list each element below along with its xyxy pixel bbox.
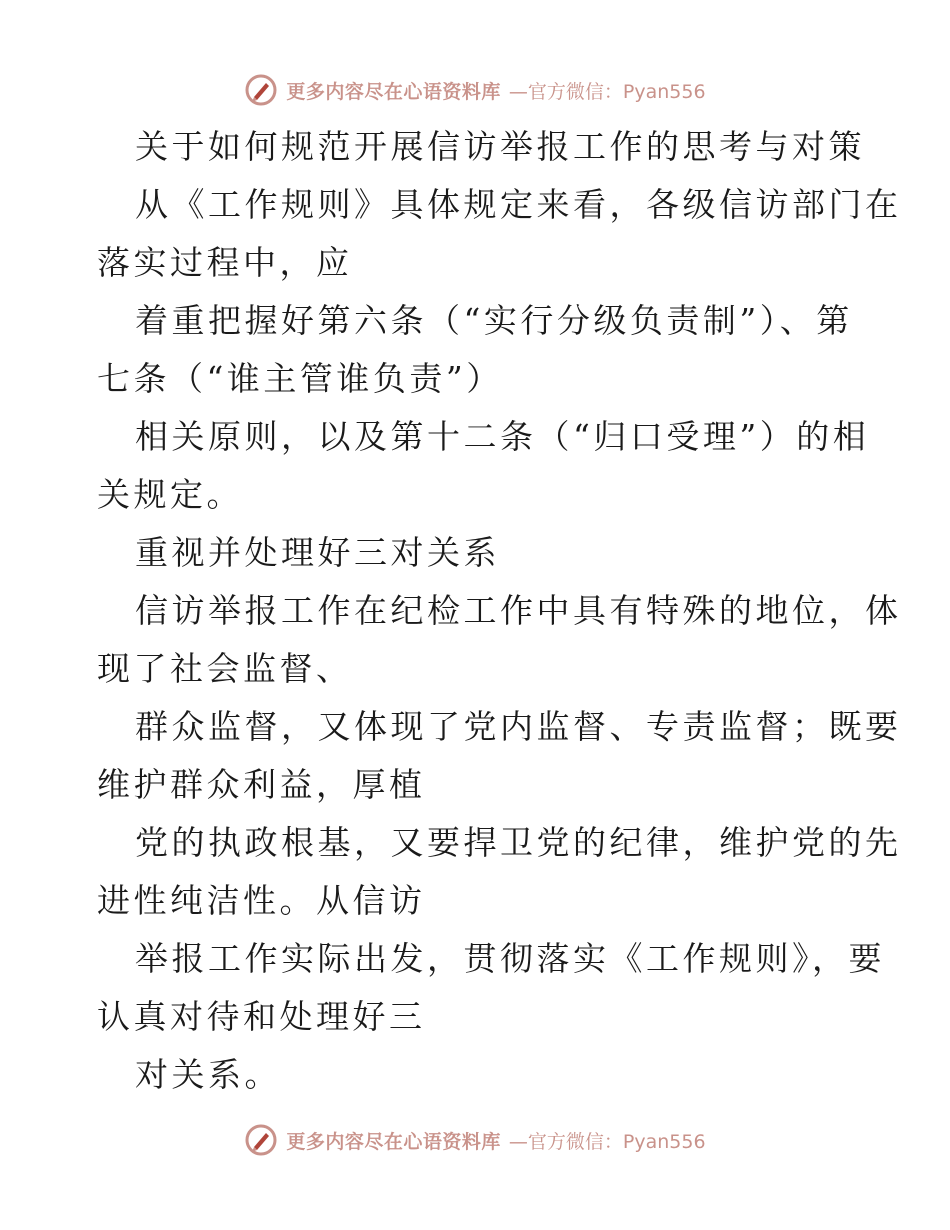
text-line: 群众监督，又体现了党内监督、专责监督；既要 bbox=[135, 707, 902, 746]
footer-watermark bbox=[0, 1120, 950, 1160]
text-line: 现了社会监督、 bbox=[97, 649, 353, 688]
text-line: 七条（“谁主管谁负责”） bbox=[97, 359, 503, 398]
pen-circle-logo-icon bbox=[244, 73, 278, 107]
text-line: 进性纯洁性。从信访 bbox=[97, 881, 426, 920]
pen-circle-logo-icon bbox=[244, 1123, 278, 1157]
text-line: 相关原则，以及第十二条（“归口受理”）的相 bbox=[135, 417, 870, 456]
header-watermark bbox=[0, 70, 950, 110]
text-line: 重视并处理好三对关系 bbox=[135, 533, 500, 572]
document-body bbox=[97, 118, 902, 1104]
text-line: 举报工作实际出发，贯彻落实《工作规则》，要 bbox=[135, 939, 885, 978]
text-line: 维护群众利益，厚植 bbox=[97, 765, 426, 804]
watermark-main-text: 更多内容尽在心语资料库 bbox=[286, 80, 501, 103]
text-line: 信访举报工作在纪检工作中具有特殊的地位，体 bbox=[135, 591, 902, 630]
text-line: 从《工作规则》具体规定来看，各级信访部门在 bbox=[135, 185, 902, 224]
text-line: 认真对待和处理好三 bbox=[97, 997, 426, 1036]
text-line: 关于如何规范开展信访举报工作的思考与对策 bbox=[135, 127, 865, 166]
text-line: 着重把握好第六条（“实行分级负责制”）、第 bbox=[135, 301, 853, 340]
text-line: 党的执政根基，又要捍卫党的纪律，维护党的先 bbox=[135, 823, 902, 862]
watermark-sub-text: —官方微信：Pyan556 bbox=[508, 80, 706, 103]
text-line: 落实过程中，应 bbox=[97, 243, 353, 282]
watermark-main-text: 更多内容尽在心语资料库 bbox=[286, 1130, 501, 1153]
watermark-sub-text: —官方微信：Pyan556 bbox=[508, 1130, 706, 1153]
text-line: 关规定。 bbox=[97, 475, 243, 514]
text-line: 对关系。 bbox=[135, 1055, 281, 1094]
